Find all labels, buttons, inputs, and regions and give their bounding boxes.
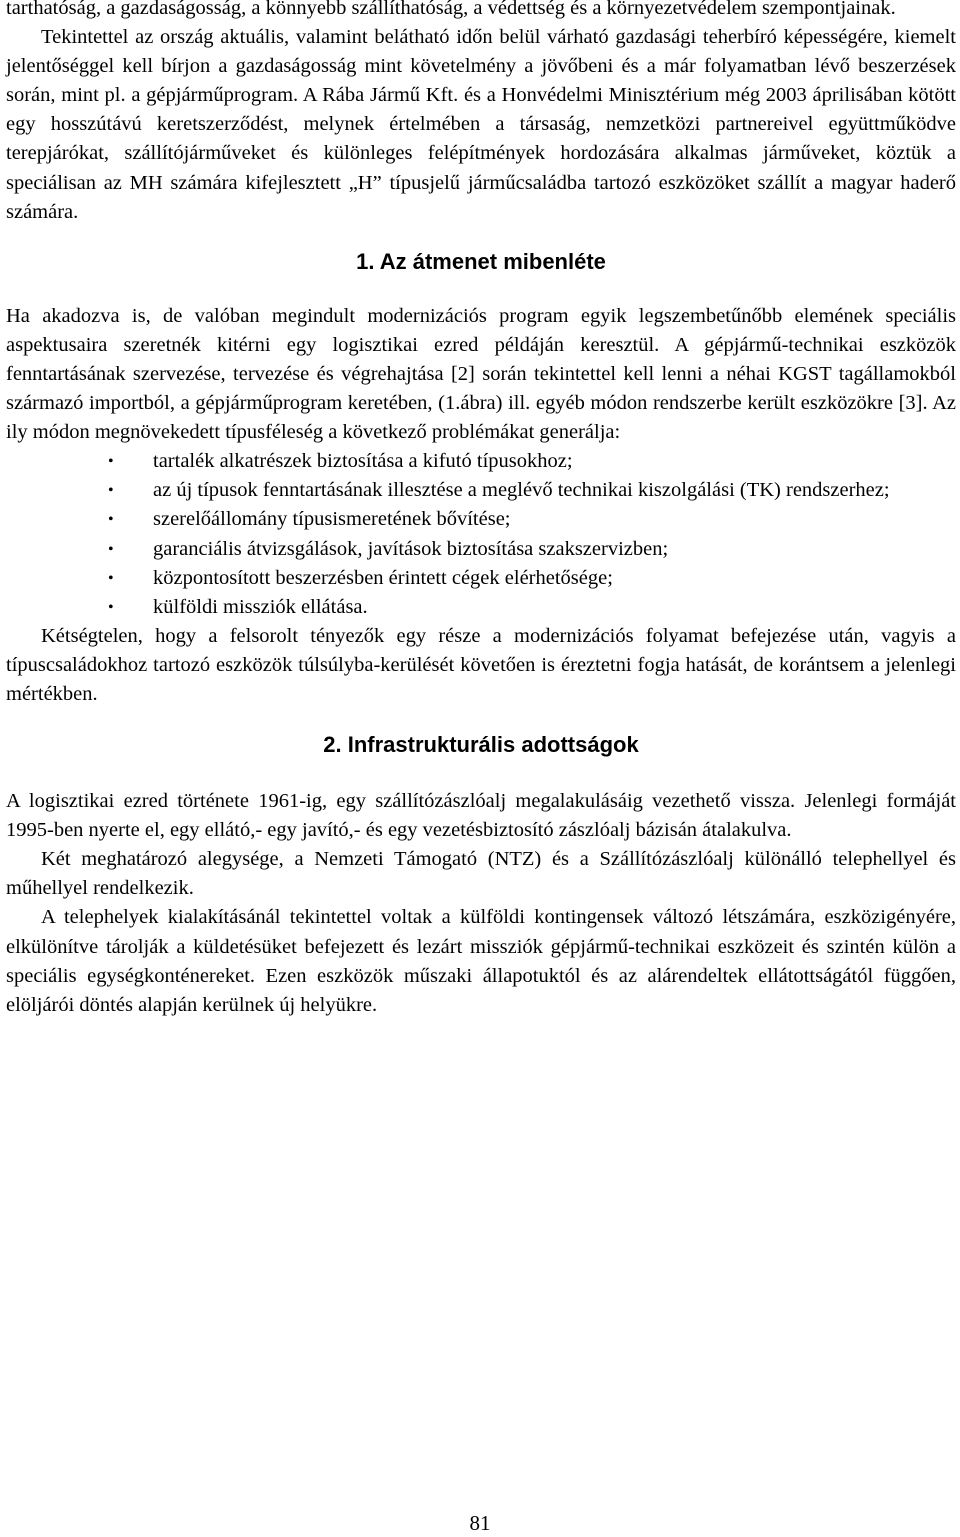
list-item-text: külföldi missziók ellátása. [153, 595, 368, 618]
list-item [6, 564, 956, 593]
section2-paragraph-subunits: Két meghatározó alegysége, a Nemzeti Támogató (NTZ) és a Szállítózászlóalj különálló telephellyel és műhellyel rendelkezik. [6, 848, 956, 900]
list-item [6, 447, 956, 476]
bullet-icon: • [108, 540, 114, 558]
list-item [6, 505, 956, 534]
list-item-text: tartalék alkatrészek biztosítása a kifutó típusokhoz; [153, 450, 573, 473]
list-item-text: központosított beszerzésben érintett cégek elérhetősége; [153, 566, 613, 589]
list-item-text: az új típusok fenntartásának illesztése a meglévő technikai kiszolgálási (TK) rendszerhez; [153, 479, 890, 502]
problem-list [6, 447, 956, 622]
bullet-icon: • [108, 511, 114, 529]
section2-paragraph-sites: A telephelyek kialakításánál tekintettel voltak a külföldi kontingensek változó létszámára, eszközigényére, elkülönítve tárolják a küldetésüket befejezett és lezárt missziók gépjármű-technikai eszközeit és szintén külön a speciális egységkonténereket. Ezen eszközök műszaki állapotuktól és az alárendeltek ellátottságától függően, elöljárói döntés alapján kerülnek új helyükre. [6, 906, 956, 1016]
document-page [6, 0, 956, 1020]
list-item-text: garanciális átvizsgálások, javítások biztosítása szakszervizben; [153, 537, 669, 560]
bullet-icon: • [108, 569, 114, 587]
section-heading-1: 1. Az átmenet mibenléte [356, 248, 606, 274]
section1-conclusion: Kétségtelen, hogy a felsorolt tényezők egy része a modernizációs folyamat befejezése után, vagyis a típuscsaládokhoz tartozó eszközök túlsúlyba-kerülését követően is éreztetni fogja hatását, de korántsem a jelenlegi mértékben. [6, 624, 956, 705]
bullet-icon: • [108, 482, 114, 500]
page-number: 81 [469, 1511, 491, 1535]
bullet-icon: • [108, 453, 114, 471]
paragraph-continuation: tarthatóság, a gazdaságosság, a könnyebb szállíthatóság, a védettség és a környezetvédelem szempontjainak. [6, 0, 896, 19]
section1-intro: Ha akadozva is, de valóban megindult modernizációs program egyik legszembetűnőbb elemének speciális aspektusaira szeretnék kitérni egy logisztikai ezred példáján keresztül. A gépjármű-technikai eszközök fenntartásának szervezése, tervezése és végrehajtása [2] során tekintettel kell lenni a néhai KGST tagállamokból származó importból, a gépjárműprogram keretében, (1.ábra) ill. egyéb módon rendszerbe került eszközökre [3]. Az ily módon megnövekedett típusféleség a következő problémákat generálja: [6, 304, 956, 444]
list-item [6, 535, 956, 564]
section2-paragraph-history: A logisztikai ezred története 1961-ig, egy szállítózászlóalj megalakulásáig vezethető vissza. Jelenlegi formáját 1995-ben nyerte el, egy ellátó,- egy javító,- és egy vezetésbiztosító zászlóalj bázisán átalakulva. [6, 790, 956, 842]
paragraph-gepjarmuprogram: Tekintettel az ország aktuális, valamint belátható időn belül várható gazdasági teherbíró képességére, kiemelt jelentőséggel kell bírjon a gazdaságosság mint követelmény a jövőbeni és a már folyamatban lévő beszerzések során, mint pl. a gépjárműprogram. A Rába Jármű Kft. és a Honvédelmi Minisztérium még 2003 áprilisában kötött egy hosszútávú keretszerződést, melynek értelmében a társaság, nemzetközi partnereivel együttműködve terepjárókat, szállítójárműveket és különleges felépítmények hordozására alkalmas járműveket, köztük a speciálisan az MH számára kifejlesztett „H” típusjelű járműcsaládba tartozó eszközöket szállít a magyar haderő számára. [6, 26, 956, 223]
list-item [6, 476, 956, 505]
bullet-icon: • [108, 598, 114, 616]
list-item [6, 593, 956, 622]
list-item-text: szerelőállomány típusismeretének bővítése; [153, 508, 511, 531]
section-heading-2: 2. Infrastrukturális adottságok [323, 732, 639, 758]
